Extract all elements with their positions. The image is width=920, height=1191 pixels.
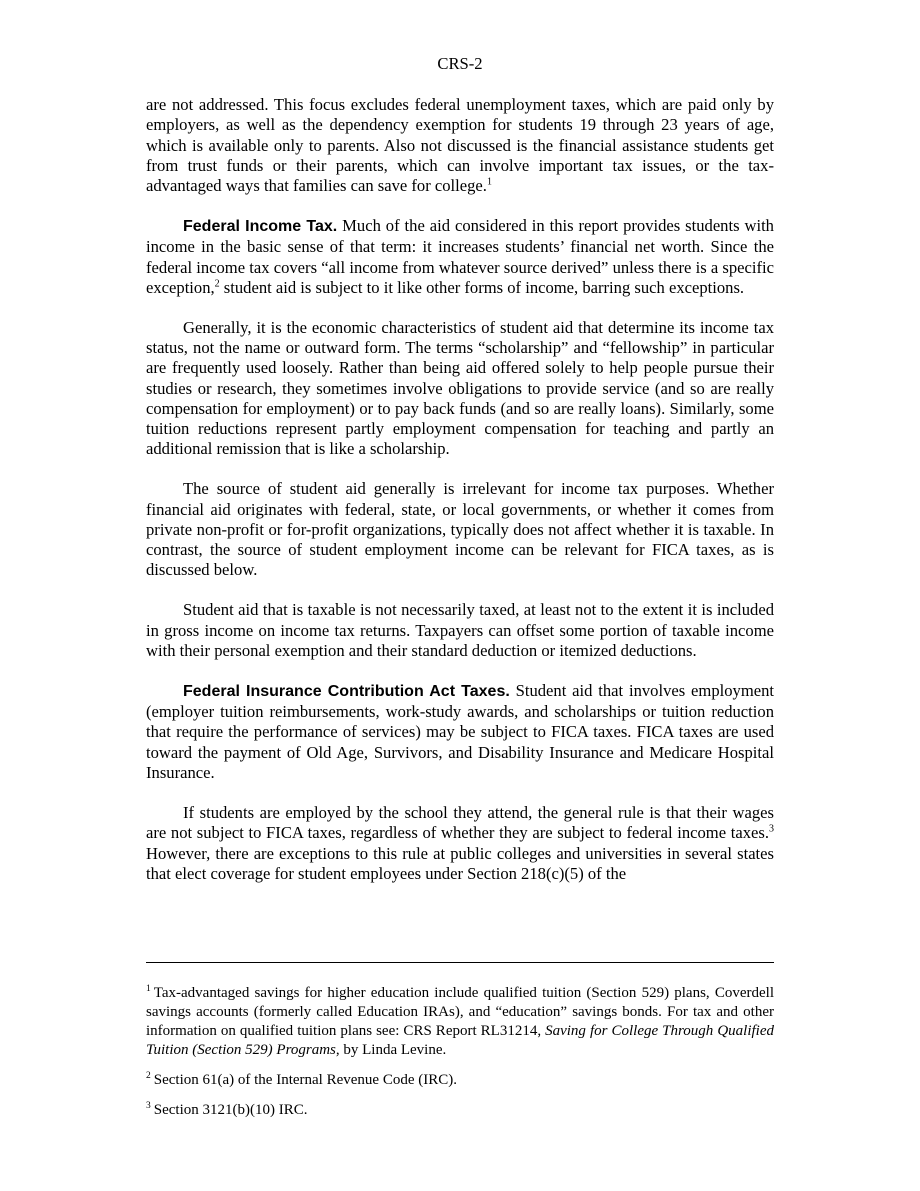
paragraph-text: Much of the aid considered in this report provides students with income in the basic sense of that term: it increases students’ financial net worth. Since the federal income tax covers “all income from whatever source derived” unless there is a specific exception, bbox=[146, 216, 774, 297]
paragraph-federal-income-tax bbox=[146, 216, 774, 298]
footnote-text: Section 61(a) of the Internal Revenue Code (IRC). bbox=[153, 1072, 457, 1088]
paragraph-student-employees bbox=[146, 803, 774, 884]
footnote-2 bbox=[146, 1071, 774, 1090]
page-number: CRS-2 bbox=[437, 54, 483, 73]
paragraph-fica bbox=[146, 681, 774, 783]
footnote-3 bbox=[146, 1101, 774, 1120]
paragraph-economic-characteristics: Generally, it is the economic characteristics of student aid that determine its income tax status, not the name or outward form. The terms “scholarship” and “fellowship” in particular are frequently used loosely. Rather than being aid offered solely to help people pursue their studies or research, they sometimes involve obligations to provide service (and so are really compensation for employment) or to pay back funds (and so are really loans). Similarly, some tuition reductions represent partly employment compensation for teaching and partly an additional remission that is like a scholarship. bbox=[146, 318, 774, 459]
footnote-ref-1[interactable]: 1 bbox=[486, 176, 492, 188]
paragraph-text: are not addressed. This focus excludes federal unemployment taxes, which are paid only by employers, as well as the dependency exemption for students 19 through 23 years of age, which is available only to parents. Also not discussed is the financial assistance students get from trust funds or their parents, which can involve important tax issues, or the tax-advantaged ways that families can save for college. bbox=[146, 95, 774, 196]
footnote-text: , by Linda Levine. bbox=[335, 1042, 447, 1058]
paragraph-source-of-aid: The source of student aid generally is irrelevant for income tax purposes. Whether financial aid originates with federal, state, or local governments, or whether it comes from private non-profit or for-profit organizations, typically does not affect whether it is taxable. In contrast, the source of student employment income can be relevant for FICA taxes, as is discussed below. bbox=[146, 479, 774, 580]
paragraph-text: If students are employed by the school they attend, the general rule is that their wages are not subject to FICA taxes, regardless of whether they are subject to federal income taxes. bbox=[146, 803, 774, 843]
page-body bbox=[146, 54, 774, 904]
footnote-1 bbox=[146, 984, 774, 1060]
footnote-text: Tax-advantaged savings for higher education include qualified tuition (Section 529) plans, Coverdell savings accounts (formerly called Education IRAs), and “education” savings bonds. For tax and other information on qualified tuition plans see: CRS Report RL31214, bbox=[146, 985, 774, 1039]
footnote-mark: 2 bbox=[146, 1071, 151, 1081]
footnote-text: Section 3121(b)(10) IRC. bbox=[153, 1102, 308, 1118]
footnote-ref-2[interactable]: 2 bbox=[214, 278, 220, 290]
section-heading-fica: Federal Insurance Contribution Act Taxes. bbox=[183, 683, 510, 701]
report-title: Saving for College Through Qualified Tuition (Section 529) Programs bbox=[146, 1023, 774, 1058]
paragraph-text: However, there are exceptions to this rule at public colleges and universities in several states that elect coverage for student employees under Section 218(c)(5) of the bbox=[146, 843, 774, 883]
footnotes bbox=[146, 984, 774, 1131]
paragraph-text: student aid is subject to it like other forms of income, barring such exceptions. bbox=[219, 277, 745, 297]
paragraph-taxable-not-taxed: Student aid that is taxable is not necessarily taxed, at least not to the extent it is included in gross income on income tax returns. Taxpayers can offset some portion of taxable income with their personal exemption and their standard deduction or itemized deductions. bbox=[146, 600, 774, 660]
section-heading-federal-income-tax: Federal Income Tax. bbox=[183, 218, 338, 236]
footnote-mark: 3 bbox=[146, 1101, 151, 1111]
footnote-ref-3[interactable]: 3 bbox=[769, 823, 774, 835]
footnote-mark: 1 bbox=[146, 984, 151, 994]
footnote-divider bbox=[146, 962, 774, 963]
paragraph-intro bbox=[146, 95, 774, 196]
paragraph-text: Student aid that involves employment (employer tuition reimbursements, work-study awards, and scholarships or tuition reduction that require the performance of services) may be subject to FICA taxes. FICA taxes are used toward the payment of Old Age, Survivors, and Disability Insurance and Medicare Hospital Insurance. bbox=[146, 681, 774, 782]
